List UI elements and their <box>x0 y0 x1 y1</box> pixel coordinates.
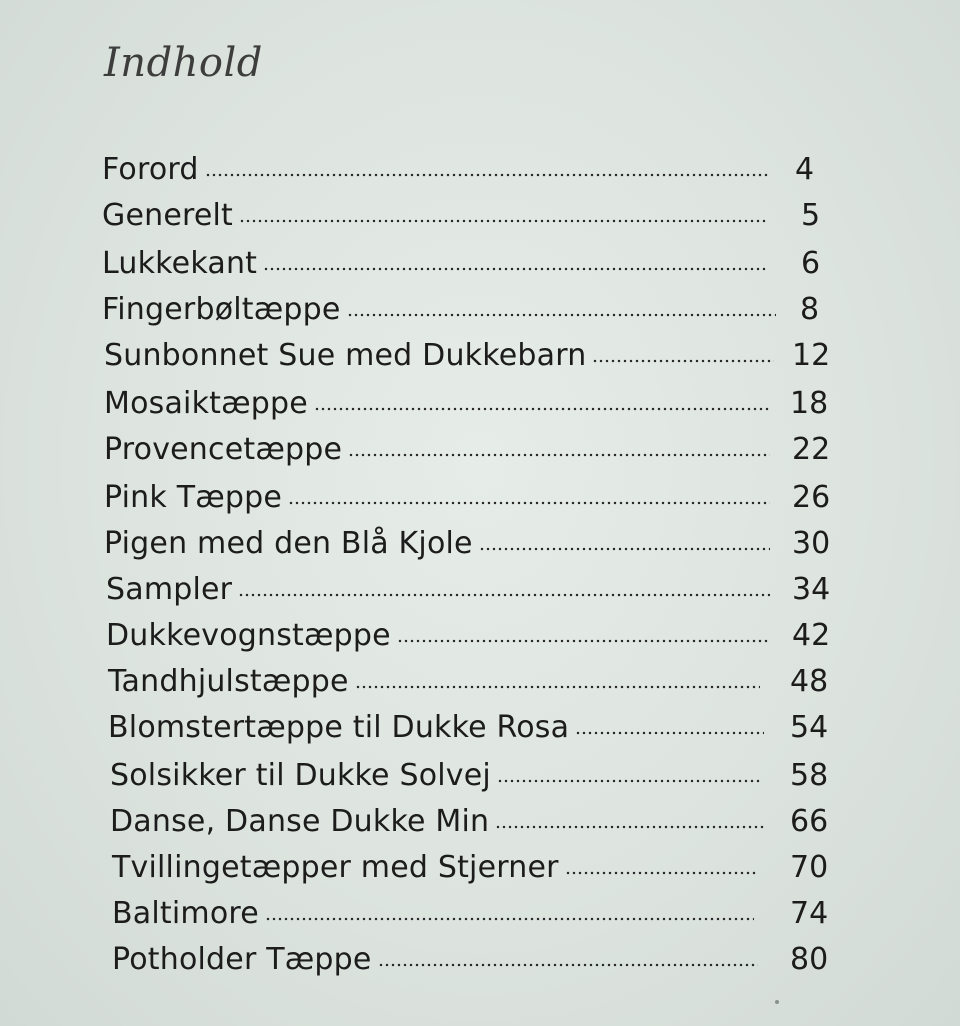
toc-entry-page-number: 4 <box>795 152 815 187</box>
dot-leader <box>565 871 758 875</box>
toc-entry-page-number: 66 <box>790 804 829 839</box>
toc-entry-label: Tandhjulstæppe <box>108 664 349 699</box>
dot-leader <box>592 359 774 363</box>
toc-entry-page-number: 12 <box>792 338 831 373</box>
toc-entry <box>110 804 770 844</box>
toc-entry-page-number: 30 <box>792 526 831 561</box>
toc-entry-label: Tvillingetæpper med Stjerner <box>112 850 559 885</box>
toc-entry-label: Fingerbøltæppe <box>102 292 341 327</box>
toc-entry-label: Forord <box>102 152 199 187</box>
dot-leader <box>495 825 766 829</box>
toc-entry <box>112 942 762 982</box>
toc-entry <box>102 152 772 192</box>
toc-entry <box>104 526 774 566</box>
toc-entry <box>104 386 774 426</box>
toc-entry <box>108 664 764 704</box>
dot-leader <box>314 407 770 411</box>
toc-entry <box>108 710 768 750</box>
page-speck <box>775 1000 779 1004</box>
toc-entry-page-number: 48 <box>790 664 829 699</box>
toc-entry-page-number: 34 <box>792 572 831 607</box>
dot-leader <box>378 963 758 967</box>
toc-entry-page-number: 5 <box>801 198 821 233</box>
dot-leader <box>355 685 760 689</box>
dot-leader <box>497 779 762 783</box>
dot-leader <box>347 313 776 317</box>
dot-leader <box>479 547 770 551</box>
toc-entry <box>106 572 774 612</box>
toc-entry-label: Solsikker til Dukke Solvej <box>110 758 491 793</box>
toc-entry-page-number: 8 <box>800 292 820 327</box>
dot-leader <box>238 593 770 597</box>
dot-leader <box>348 453 770 457</box>
toc-entry <box>104 432 774 472</box>
toc-entry-label: Dukkevognstæppe <box>106 618 391 653</box>
toc-entry <box>104 480 774 520</box>
dot-leader <box>263 267 768 271</box>
toc-entry-page-number: 18 <box>790 386 829 421</box>
dot-leader <box>575 731 764 735</box>
toc-entry-label: Provencetæppe <box>104 432 343 467</box>
dot-leader <box>288 501 770 505</box>
toc-entry-page-number: 70 <box>790 850 829 885</box>
dot-leader <box>265 917 754 921</box>
toc-entry <box>112 896 758 936</box>
toc-entry-label: Sunbonnet Sue med Dukkebarn <box>104 338 587 373</box>
toc-entry-label: Pigen med den Blå Kjole <box>104 526 473 561</box>
toc-entry <box>112 850 762 890</box>
dot-leader <box>239 219 768 223</box>
toc-entry <box>110 758 766 798</box>
dot-leader <box>205 173 768 177</box>
toc-entry-label: Mosaiktæppe <box>104 386 308 421</box>
toc-entry-label: Danse, Danse Dukke Min <box>110 804 490 839</box>
toc-entry-page-number: 58 <box>790 758 829 793</box>
toc-entry <box>106 618 772 658</box>
toc-entry <box>102 246 772 286</box>
dot-leader <box>397 639 768 643</box>
toc-entry-label: Sampler <box>106 572 233 607</box>
toc-entry-page-number: 6 <box>801 246 821 281</box>
toc-entry <box>104 338 778 378</box>
toc-entry-label: Blomstertæppe til Dukke Rosa <box>108 710 570 745</box>
toc-entry-label: Pink Tæppe <box>104 480 283 515</box>
toc-entry-label: Baltimore <box>112 896 259 931</box>
toc-entry-label: Potholder Tæppe <box>112 942 372 977</box>
toc-entry-page-number: 42 <box>792 618 831 653</box>
toc-entry-label: Lukkekant <box>102 246 258 281</box>
toc-entry-page-number: 54 <box>790 710 829 745</box>
toc-entry <box>102 292 780 332</box>
toc-entry-page-number: 26 <box>792 480 831 515</box>
toc-entry-page-number: 22 <box>792 432 831 467</box>
toc-entry <box>102 198 772 238</box>
toc-entry-page-number: 80 <box>790 942 829 977</box>
toc-entry-page-number: 74 <box>790 896 829 931</box>
page-title: Indhold <box>104 40 263 86</box>
toc-entry-label: Generelt <box>102 198 234 233</box>
